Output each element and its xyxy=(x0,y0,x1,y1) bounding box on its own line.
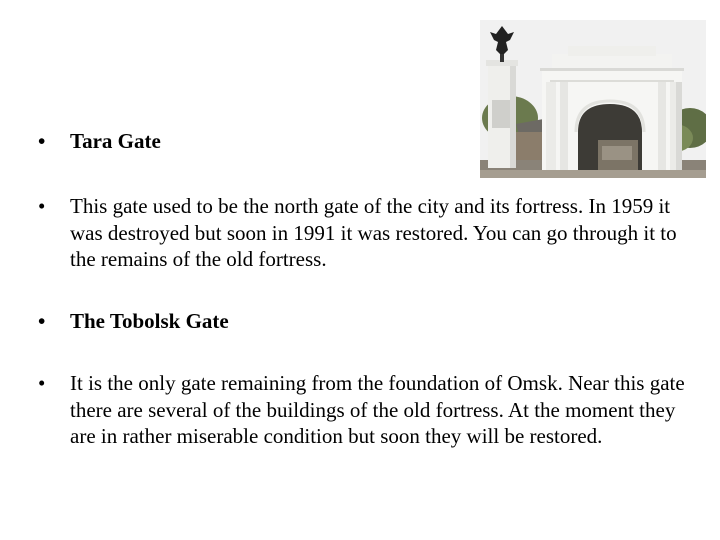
bullet-dot: • xyxy=(38,309,46,333)
bullet-dot: • xyxy=(38,129,46,153)
bullet-item-tara-gate xyxy=(38,128,688,155)
bullet-dot: • xyxy=(38,371,46,395)
bullet-item-tara-description xyxy=(38,193,688,273)
bullet-item-tobolsk-gate xyxy=(38,308,688,335)
bullet-dot: • xyxy=(38,194,46,218)
paragraph-tara-gate: This gate used to be the north gate of the city and its fortress. In 1959 it was destroyed but soon in 1991 it was restored. You can go through it to the remains of the old fortress. xyxy=(70,194,677,271)
paragraph-tobolsk-gate: It is the only gate remaining from the foundation of Omsk. Near this gate there are several of the buildings of the old fortress. At the moment they are in rather miserable condition but soon they will be restored. xyxy=(70,371,685,448)
bullet-item-tobolsk-description xyxy=(38,370,688,450)
heading-tara-gate: Tara Gate xyxy=(70,129,161,153)
heading-tobolsk-gate: The Tobolsk Gate xyxy=(70,309,229,333)
